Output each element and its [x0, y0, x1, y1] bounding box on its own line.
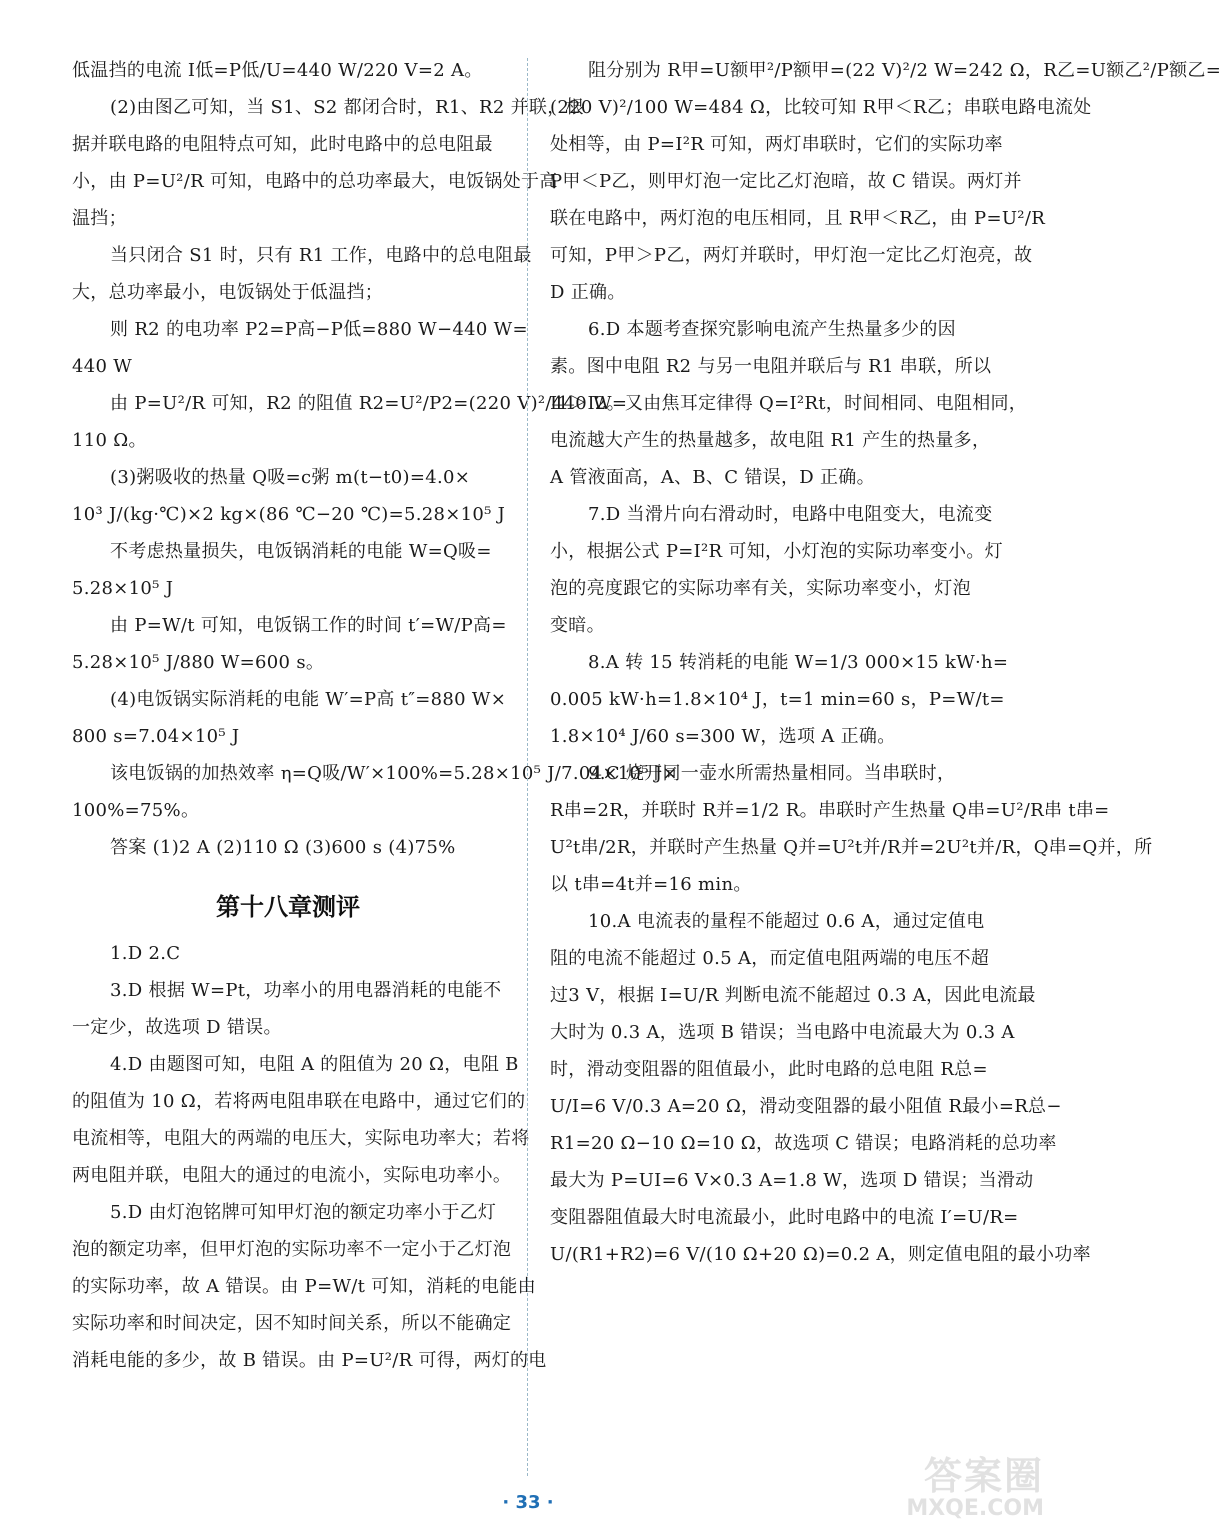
text-line: 小，根据公式 P=I²R 可知，小灯泡的实际功率变小。灯: [550, 541, 1003, 562]
text-line: (4)电饭锅实际消耗的电能 W′=P高 t″=880 W×: [110, 689, 507, 710]
chapter-title: 第十八章测评: [216, 893, 360, 921]
text-line: (3)粥吸收的热量 Q吸=c粥 m(t−t0)=4.0×: [110, 467, 471, 488]
text-line: 9.C 烧开同一壶水所需热量相同。当串联时，: [588, 763, 956, 784]
text-line: 该电饭锅的加热效率 η=Q吸/W′×100%=5.28×10⁵ J/7.04×10⁵ J×: [110, 763, 678, 784]
column-divider: [527, 58, 528, 1476]
text-line: 时，滑动变阻器的阻值最小，此时电路的总电阻 R总=: [550, 1059, 988, 1080]
text-line: 由 P=U²/R 可知，R2 的阻值 R2=U²/P2=(220 V)²/440 W=: [110, 393, 628, 414]
right-column: [550, 58, 1221, 1268]
text-line: 最大为 P=UI=6 V×0.3 A=1.8 W，选项 D 错误；当滑动: [550, 1170, 1034, 1191]
chapter-answers-block: [72, 941, 547, 1374]
text-line: 8.A 转 15 转消耗的电能 W=1/3 000×15 kW·h=: [588, 652, 1009, 673]
text-line: 5.28×10⁵ J/880 W=600 s。: [72, 652, 325, 673]
watermark-logo: [874, 1456, 1044, 1528]
watermark-text: 答案圈: [923, 1454, 1044, 1498]
text-line: R1=20 Ω−10 Ω=10 Ω，故选项 C 错误；电路消耗的总功率: [550, 1133, 1057, 1154]
text-line: 据并联电路的电阻特点可知，此时电路中的总电阻最: [72, 134, 493, 155]
text-line: 一定少，故选项 D 错误。: [72, 1017, 282, 1038]
text-line: 变暗。: [550, 615, 605, 636]
text-line: 两电阻并联，电阻大的通过的电流小，实际电功率小。: [72, 1165, 512, 1186]
text-line: 泡的亮度跟它的实际功率有关，实际功率变小，灯泡: [550, 578, 971, 599]
text-line: 不考虑热量损失，电饭锅消耗的电能 W=Q吸=: [110, 541, 492, 562]
text-line: 电流越大产生的热量越多，故电阻 R1 产生的热量多，: [550, 430, 991, 451]
text-line: 联在电路中，两灯泡的电压相同，且 R甲＜R乙，由 P=U²/R: [550, 208, 1046, 229]
text-line: 阻的电流不能超过 0.5 A，而定值电阻两端的电压不超: [550, 948, 990, 969]
text-line: 则 R2 的电功率 P2=P高−P低=880 W−440 W=: [110, 319, 528, 340]
text-line: 10³ J/(kg·℃)×2 kg×(86 ℃−20 ℃)=5.28×10⁵ J: [72, 504, 506, 525]
text-line: 4.D 由题图可知，电阻 A 的阻值为 20 Ω，电阻 B: [110, 1054, 519, 1075]
text-line: 5.D 由灯泡铭牌可知甲灯泡的额定功率小于乙灯: [110, 1202, 497, 1223]
text-line: 10.A 电流表的量程不能超过 0.6 A，通过定值电: [588, 911, 985, 932]
text-line: I1＞I2。又由焦耳定律得 Q=I²Rt，时间相同、电阻相同，: [550, 393, 1028, 414]
text-line: 800 s=7.04×10⁵ J: [72, 726, 240, 747]
text-line: 电流相等，电阻大的两端的电压大，实际电功率大；若将: [72, 1128, 530, 1149]
text-line: 消耗电能的多少，故 B 错误。由 P=U²/R 可得，两灯的电: [72, 1350, 547, 1371]
text-line: R串=2R，并联时 R并=1/2 R。串联时产生热量 Q串=U²/R串 t串=: [550, 800, 1110, 821]
text-line: 答案 (1)2 A (2)110 Ω (3)600 s (4)75%: [110, 837, 456, 858]
page-number: · 33 ·: [502, 1492, 554, 1513]
text-line: 的实际功率，故 A 错误。由 P=W/t 可知，消耗的电能由: [72, 1276, 536, 1297]
text-line: 7.D 当滑片向右滑动时，电路中电阻变大，电流变: [588, 504, 993, 525]
text-line: 变阻器阻值最大时电流最小，此时电路中的电流 I′=U/R=: [550, 1207, 1019, 1228]
text-line: 温挡；: [72, 208, 127, 229]
text-line: D 正确。: [550, 282, 626, 303]
text-line: 440 W: [72, 356, 133, 377]
text-line: 0.005 kW·h=1.8×10⁴ J，t=1 min=60 s，P=W/t=: [550, 689, 1005, 710]
text-line: 以 t串=4t并=16 min。: [550, 874, 752, 895]
right-answers-block: [550, 58, 1221, 1268]
text-line: 过3 V，根据 I=U/R 判断电流不能超过 0.3 A，因此电流最: [550, 985, 1036, 1006]
text-line: 大，总功率最小，电饭锅处于低温挡；: [72, 282, 384, 303]
text-line: 100%=75%。: [72, 800, 200, 821]
text-line: 6.D 本题考查探究影响电流产生热量多少的因: [588, 319, 956, 340]
text-line: 泡的额定功率，但甲灯泡的实际功率不一定小于乙灯泡: [72, 1239, 512, 1260]
text-line: 实际功率和时间决定，因不知时间关系，所以不能确定: [72, 1313, 512, 1334]
text-line: P甲＜P乙，则甲灯泡一定比乙灯泡暗，故 C 错误。两灯并: [550, 171, 1022, 192]
text-line: A 管液面高，A、B、C 错误，D 正确。: [550, 467, 875, 488]
text-line: 的阻值为 10 Ω，若将两电阻串联在电路中，通过它们的: [72, 1091, 526, 1112]
text-line: U/(R1+R2)=6 V/(10 Ω+20 Ω)=0.2 A，则定值电阻的最小功率: [550, 1244, 1091, 1265]
text-line: 1.8×10⁴ J/60 s=300 W，选项 A 正确。: [550, 726, 896, 747]
text-line: 3.D 根据 W=Pt，功率小的用电器消耗的电能不: [110, 980, 502, 1001]
text-line: U/I=6 V/0.3 A=20 Ω，滑动变阻器的最小阻值 R最小=R总−: [550, 1096, 1062, 1117]
text-line: 阻分别为 R甲=U额甲²/P额甲=(22 V)²/2 W=242 Ω，R乙=U额乙²/P额乙=: [588, 60, 1221, 81]
text-line: 小，由 P=U²/R 可知，电路中的总功率最大，电饭锅处于高: [72, 171, 558, 192]
text-line: (220 V)²/100 W=484 Ω，比较可知 R甲＜R乙；串联电路电流处: [550, 97, 1092, 118]
text-line: 当只闭合 S1 时，只有 R1 工作，电路中的总电阻最: [110, 245, 532, 266]
text-line: 5.28×10⁵ J: [72, 578, 174, 599]
text-line: 素。图中电阻 R2 与另一电阻并联后与 R1 串联，所以: [550, 356, 992, 377]
text-line: 大时为 0.3 A，选项 B 错误；当电路中电流最大为 0.3 A: [550, 1022, 1015, 1043]
text-line: (2)由图乙可知，当 S1、S2 都闭合时，R1、R2 并联，根: [110, 97, 584, 118]
text-line: 可知，P甲＞P乙，两灯并联时，甲灯泡一定比乙灯泡亮，故: [550, 245, 1033, 266]
text-line: 低温挡的电流 I低=P低/U=440 W/220 V=2 A。: [72, 60, 483, 81]
text-line: U²t串/2R，并联时产生热量 Q并=U²t并/R并=2U²t并/R，Q串=Q并，所: [550, 837, 1153, 858]
text-line: 110 Ω。: [72, 430, 147, 451]
text-line: 由 P=W/t 可知，电饭锅工作的时间 t′=W/P高=: [110, 615, 507, 636]
watermark-url: MXQE.COM: [906, 1496, 1044, 1521]
text-line: 1.D 2.C: [110, 943, 181, 964]
text-line: 处相等，由 P=I²R 可知，两灯串联时，它们的实际功率: [550, 134, 1003, 155]
